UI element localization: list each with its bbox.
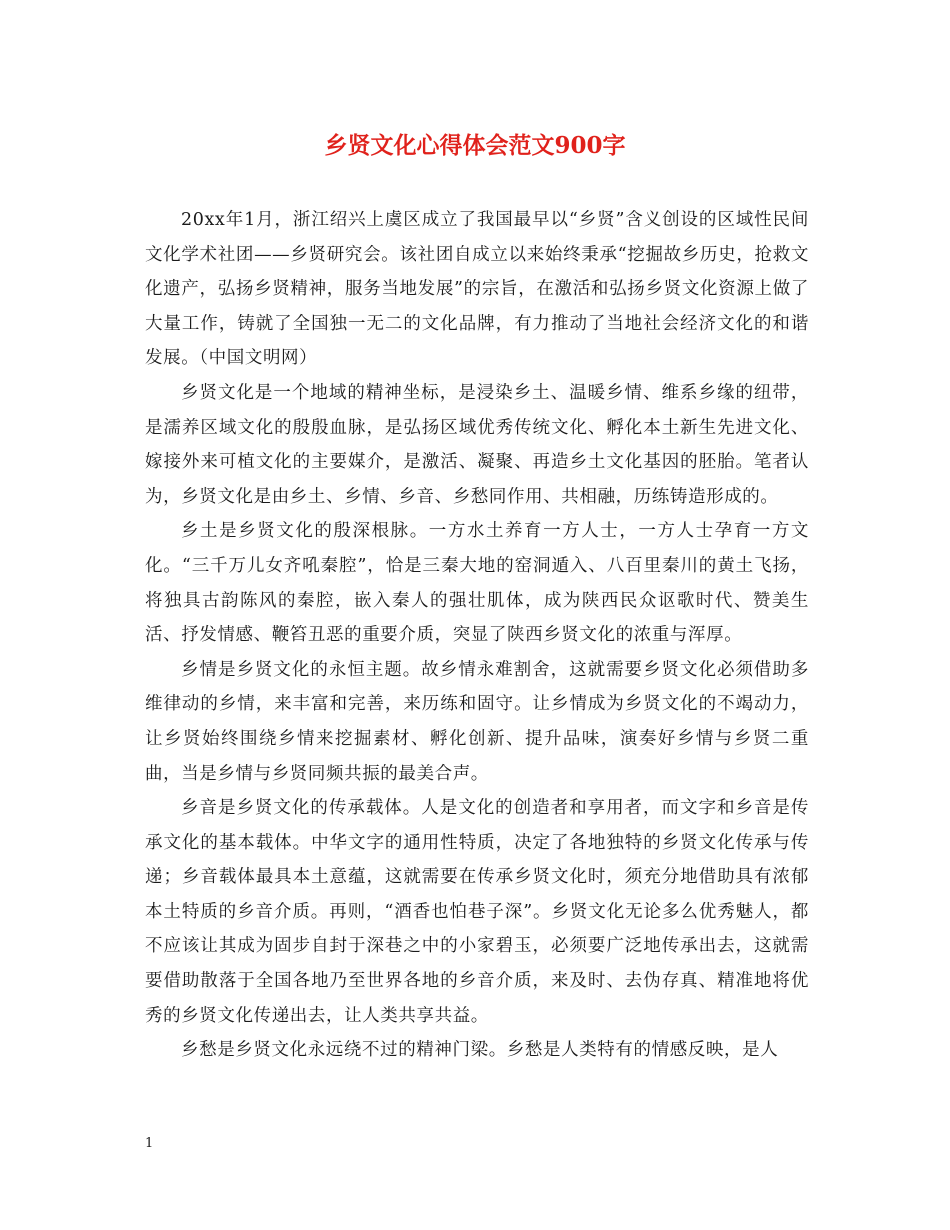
paragraph-4: 乡情是乡贤文化的永恒主题。故乡情永难割舍，这就需要乡贤文化必须借助多维律动的乡情，来丰富和完善，来历练和固守。让乡情成为乡贤文化的不竭动力，让乡贤始终围绕乡情来挖掘素材、孵化创新、提升品味，演奏好乡情与乡贤二重曲，当是乡情与乡贤同频共振的最美合声。 xyxy=(145,659,809,784)
document-title: 乡贤文化心得体会范文900字 xyxy=(324,132,626,159)
paragraph-2: 乡贤文化是一个地域的精神坐标，是浸染乡土、温暖乡情、维系乡缘的纽带，是濡养区域文化的殷殷血脉，是弘扬区域优秀传统文化、孵化本土新生先进文化、嫁接外来可植文化的主要媒介，是激活、凝聚、再造乡土文化基因的胚胎。笔者认为，乡贤文化是由乡土、乡情、乡音、乡愁同作用、共相融，历练铸造形成的。 xyxy=(145,382,809,507)
document-body xyxy=(145,203,809,1068)
page-number: 1 xyxy=(145,1136,154,1151)
paragraph-1: 20xx年1月，浙江绍兴上虞区成立了我国最早以“乡贤”含义创设的区域性民间文化学术社团——乡贤研究会。该社团自成立以来始终秉承“挖掘故乡历史，抢救文化遗产，弘扬乡贤精神，服务当地发展”的宗旨，在激活和弘扬乡贤文化资源上做了大量工作，铸就了全国独一无二的文化品牌，有力推动了当地社会经济文化的和谐发展。（中国文明网） xyxy=(145,210,809,369)
paragraph-6: 乡愁是乡贤文化永远绕不过的精神门梁。乡愁是人类特有的情感反映，是人 xyxy=(181,1040,779,1061)
paragraph-3: 乡土是乡贤文化的殷深根脉。一方水土养育一方人士，一方人士孕育一方文化。“三千万儿女齐吼秦腔”，恰是三秦大地的窑洞遁入、八百里秦川的黄土飞扬，将独具古韵陈风的秦腔，嵌入秦人的强壮肌体，成为陕西民众讴歌时代、赞美生活、抒发情感、鞭笞丑恶的重要介质，突显了陕西乡贤文化的浓重与浑厚。 xyxy=(145,521,809,646)
paragraph-5: 乡音是乡贤文化的传承载体。人是文化的创造者和享用者，而文字和乡音是传承文化的基本载体。中华文字的通用性特质，决定了各地独特的乡贤文化传承与传递；乡音载体最具本土意蕴，这就需要在传承乡贤文化时，须充分地借助具有浓郁本土特质的乡音介质。再则，“酒香也怕巷子深”。乡贤文化无论多么优秀魅人，都不应该让其成为固步自封于深巷之中的小家碧玉，必须要广泛地传承出去，这就需要借助散落于全国各地乃至世界各地的乡音介质，来及时、去伪存真、精准地将优秀的乡贤文化传递出去，让人类共享共益。 xyxy=(145,798,809,1026)
